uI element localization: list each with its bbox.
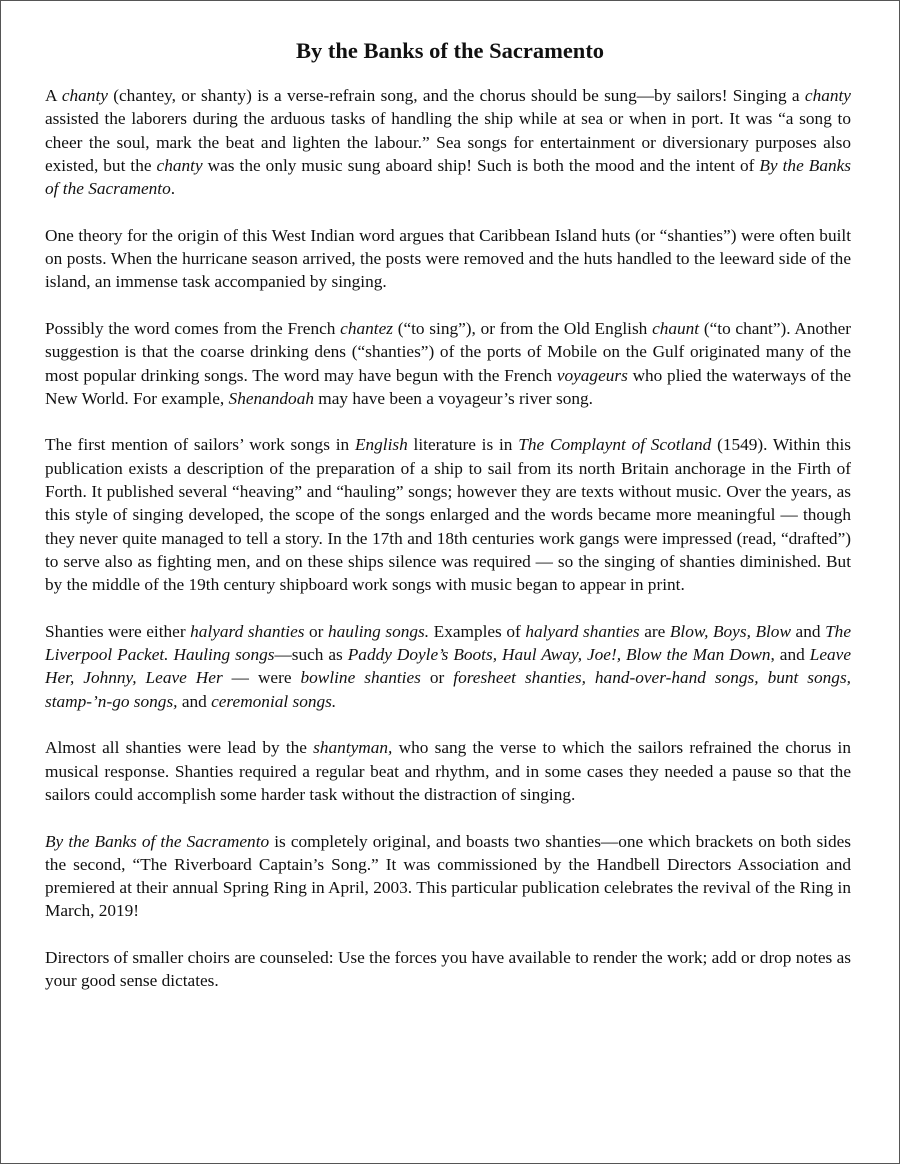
text-run: . [170,179,176,199]
text-run: is completely original, and boasts two shanties—one which brackets on both sides the second, “The Riverboard Captain’s Song.” It was commissioned by the Handbell Directors Association and premiered at their annual Spring Ring in April, 2003. This particular publication celebrates the revival of the Ring in March, 2019! [45,831,852,921]
italic-text-run: chanty [804,86,851,105]
italic-text-run: Blow, Boys, Blow [669,621,791,641]
italic-text-run: The Complaynt of Scotland [518,435,712,455]
italic-text-run: chantez [340,318,393,338]
text-run: are [639,621,670,641]
paragraph [45,946,851,993]
text-run: literature is in [407,435,519,455]
text-run: may have been a voyageur’s river song. [313,388,593,408]
text-run: who sang the verse to which the sailors refrained the chorus in musical response. Shanties required a regular beat and rhythm, and in some cases they needed a pause so that the sailors could accomplish some harder task without the distraction of singing. [45,738,851,804]
text-run: (“to sing”), or from the Old English [392,318,653,338]
paragraph [45,620,851,713]
text-run: Directors of smaller choirs are counseled: Use the forces you have available to render the work; add or drop notes as your good sense dictates. [45,947,851,991]
italic-text-run: The Liverpool Packet. [45,621,851,665]
text-run: and [790,621,826,641]
text-run: Examples of [429,621,526,641]
italic-text-run: English [354,435,408,455]
document-title: By the Banks of the Sacramento [295,38,605,63]
italic-text-run: chanty [156,155,203,175]
italic-text-run: voyageurs [556,365,628,385]
italic-text-run: bowline shanties [300,668,421,688]
text-run: The first mention of sailors’ work songs in [45,435,355,455]
text-run: , and [770,645,810,665]
text-run: —such as [274,645,348,665]
paragraph [45,317,851,410]
text-run: (1549). Within this publication exists a description of the preparation of a ship to sail from its north Britain anchorage in the Firth of Forth. It published several “heaving” and “hauling” songs; however they are texts without music. Over the years, as this style of singing developed, the scope of the songs enlarged and the words became more meaningful — though they never quite managed to tell a story. In the 17th and 18th centuries work gangs were impressed (read, “drafted”) to serve also as fighting men, and on these ships silence was required — so the singing of shanties diminished. But by the middle of the 19th century shipboard work songs with music began to appear in print. [45,435,851,595]
text-run: (“to chant”). Another suggestion is that the coarse drinking dens (“shanties”) of the ports of Mobile on the Gulf originated many of the most popular drinking songs. The word may have begun with the French [45,318,852,385]
text-run: Possibly the word comes from the French [45,318,341,338]
text-run: who plied the waterways of the New World. For example, [45,365,851,408]
text-run: A [45,86,62,105]
italic-text-run: Hauling songs [173,645,275,665]
italic-text-run: Paddy Doyle’s Boots, Haul Away, Joe!, Blow the Man Down [347,645,771,665]
italic-text-run: hauling songs. [328,621,430,641]
text-run: Shanties were either [45,621,191,641]
italic-text-run: halyard shanties [190,621,305,641]
text-run: Almost all shanties were lead by the [45,738,314,758]
text-run: or [304,621,329,641]
paragraph [45,84,851,200]
paragraph [45,736,851,806]
text-run: was the only music sung aboard ship! Such is both the mood and the intent of [202,155,760,175]
paragraph [45,433,851,596]
italic-text-run: By the Banks of the Sacramento [45,831,270,851]
paragraph [45,830,851,923]
italic-text-run: Shenandoah [228,388,314,408]
document-body [45,84,851,993]
italic-text-run: By the Banks of the Sacramento [45,155,851,199]
text-run: assisted the laborers during the arduous tasks of handling the ship while at sea or when in port. It was “a song to cheer the soul, mark the beat and lighten the labour.” Sea songs for entertainment or diversionary purposes also existed, but the [45,109,851,175]
text-run: or [420,668,454,688]
text-run: (chantey, or shanty) is a verse-refrain song, and the chorus should be sung—by sailors! Singing a [107,86,805,105]
italic-text-run: chaunt [652,318,700,338]
italic-text-run: foresheet shanties, hand-over-hand songs, bunt songs, stamp-’n-go songs, [45,668,851,711]
italic-text-run: halyard shanties [525,621,640,641]
italic-text-run: ceremonial songs. [211,691,337,711]
text-run: — were [222,668,301,688]
italic-text-run: shantyman, [313,738,393,758]
italic-text-run: chanty [61,86,108,105]
paragraph [45,224,851,294]
text-run: One theory for the origin of this West Indian word argues that Caribbean Island huts (or “shanties”) were often built on posts. When the hurricane season arrived, the posts were removed and the huts handled to the leeward side of the island, an immense task accompanied by singing. [45,225,851,292]
text-run: and [177,691,212,711]
italic-text-run: Leave Her, Johnny, Leave Her [45,645,851,688]
